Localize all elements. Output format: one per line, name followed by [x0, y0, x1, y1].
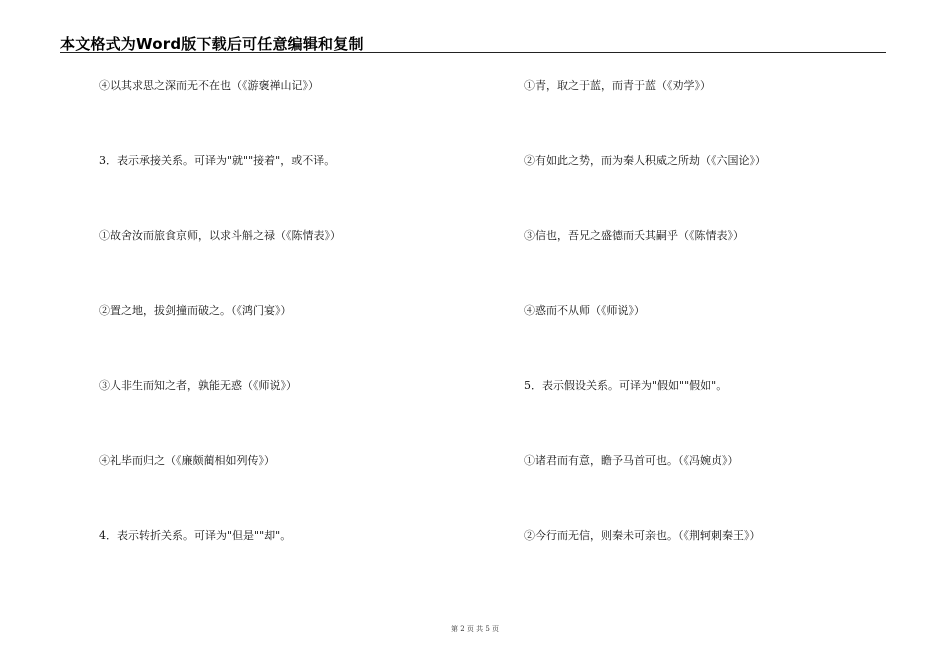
right-line-7: ②今行而无信，则秦未可亲也。（《荆轲刺秦王》） [524, 529, 761, 542]
header-divider [60, 52, 886, 53]
right-line-6: ①诸君而有意，瞻予马首可也。（《冯婉贞》） [524, 454, 739, 467]
left-line-7: 4．表示转折关系。可译为"但是""却"。 [99, 529, 292, 542]
left-line-3: ①故舍汝而旅食京师，以求斗斛之禄（《陈情表》） [99, 229, 341, 242]
right-line-3: ③信也，吾兄之盛德而夭其嗣乎（《陈情表》） [524, 229, 744, 242]
left-line-2: 3．表示承接关系。可译为"就""接着"，或不译。 [99, 154, 336, 167]
right-line-4: ④惑而不从师（《师说》） [524, 304, 645, 317]
right-line-5: 5．表示假设关系。可译为"假如""假如"。 [524, 379, 728, 392]
left-line-4: ②置之地，拔剑撞而破之。（《鸿门宴》） [99, 304, 292, 317]
left-column [99, 78, 479, 603]
right-column [524, 78, 904, 603]
right-line-1: ①青，取之于蓝，而青于蓝（《劝学》） [524, 79, 711, 92]
document-header-title: 本文格式为Word版下载后可任意编辑和复制 [60, 35, 364, 53]
left-line-6: ④礼毕而归之（《廉颇蔺相如列传》） [99, 454, 275, 467]
left-line-5: ③人非生而知之者，孰能无惑（《师说》） [99, 379, 297, 392]
page-number-footer: 第 2 页 共 5 页 [450, 625, 500, 633]
left-line-1: ④以其求思之深而无不在也（《游褒禅山记》） [99, 79, 319, 92]
right-line-2: ②有如此之势，而为秦人积威之所劫（《六国论》） [524, 154, 766, 167]
